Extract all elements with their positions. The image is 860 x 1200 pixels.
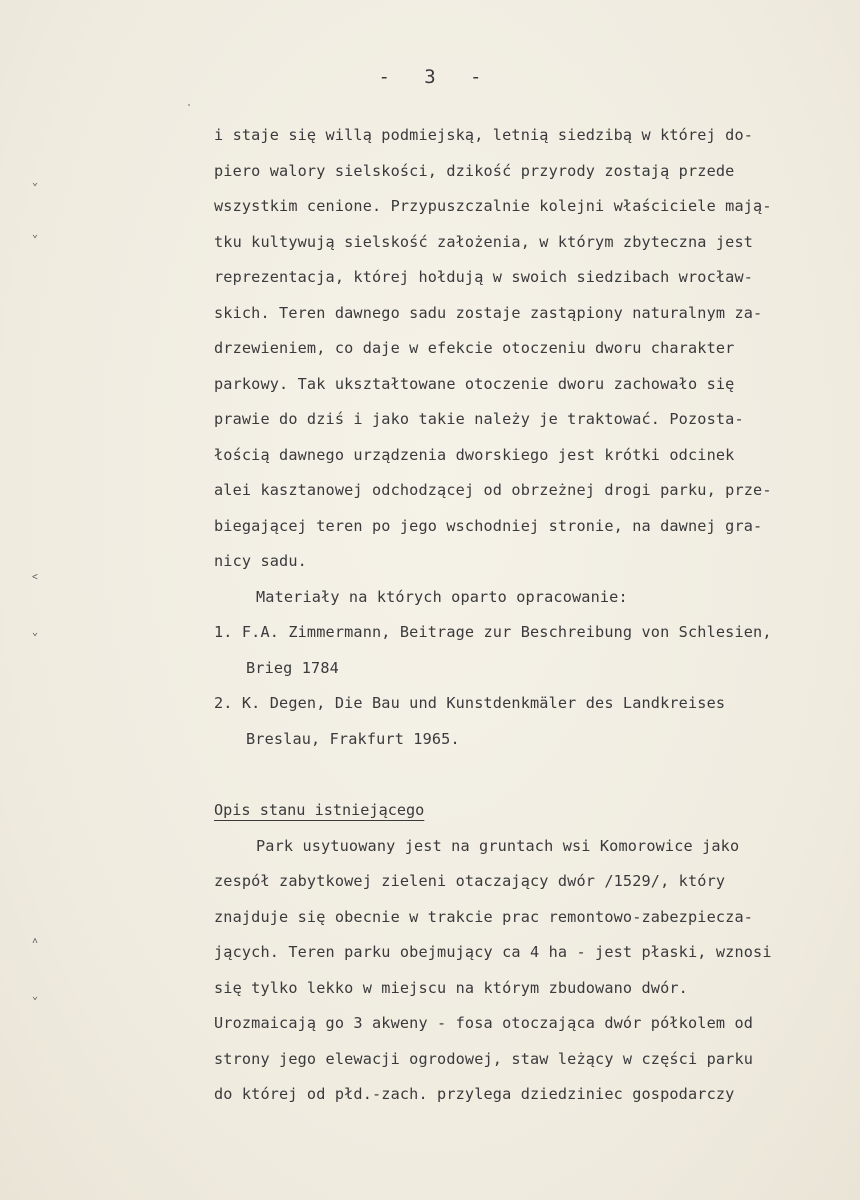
text-line: skich. Teren dawnego sadu zostaje zastąpiony naturalnym za- — [214, 303, 763, 322]
text-line: i staje się willą podmiejską, letnią siedzibą w której do- — [214, 126, 754, 144]
margin-tick-mark: ˂ — [32, 572, 39, 583]
margin-tick-mark: ⌄ — [32, 177, 39, 188]
section-spacer — [214, 757, 854, 793]
source-item-line: 1. F.A. Zimmermann, Beitrage zur Beschreibung von Schlesien, — [214, 623, 772, 641]
paragraph-continuation — [214, 118, 854, 580]
text-line: piero walory sielskości, dzikość przyrody zostają przede — [214, 161, 735, 180]
text-line: strony jego elewacji ogrodowej, staw leżący w części parku — [214, 1049, 754, 1068]
text-line: wszystkim cenione. Przypuszczalnie kolejni właściciele mają- — [214, 197, 772, 215]
typewritten-body — [214, 118, 854, 1113]
margin-tick-mark: ˄ — [32, 936, 39, 947]
text-line: biegającej teren po jego wschodniej stronie, na dawnej gra- — [214, 516, 763, 535]
sources-intro: Materiały na których oparto opracowanie: — [256, 587, 628, 606]
margin-tick-mark: ⌄ — [32, 991, 39, 1002]
section-heading — [214, 793, 854, 829]
margin-tick-mark: ⌄ — [32, 627, 39, 638]
source-item-line: 2. K. Degen, Die Bau und Kunstdenkmäler des Landkreises — [214, 694, 726, 712]
text-line: alei kasztanowej odchodzącej od obrzeżnej drogi parku, prze- — [214, 481, 772, 499]
text-line: parkowy. Tak ukształtowane otoczenie dworu zachowało się — [214, 374, 735, 393]
text-line: łością dawnego urządzenia dworskiego jest krótki odcinek — [214, 445, 735, 464]
text-line: nicy sadu. — [214, 552, 307, 570]
text-line: tku kultywują sielskość założenia, w którym zbyteczna jest — [214, 232, 754, 251]
text-line: jących. Teren parku obejmujący ca 4 ha - jest płaski, wznosi — [214, 943, 772, 961]
source-item-line: Brieg 1784 — [246, 658, 339, 677]
margin-tick-mark: ⌄ — [32, 229, 39, 240]
text-line: drzewieniem, co daje w efekcie otoczeniu dworu charakter — [214, 339, 735, 357]
text-line: się tylko lekko w miejscu na którym zbudowano dwór. — [214, 978, 688, 997]
text-line: Urozmaicają go 3 akweny - fosa otoczająca dwór półkolem od — [214, 1014, 754, 1032]
sources-list — [214, 615, 854, 757]
text-line: Park usytuowany jest na gruntach wsi Komorowice jako — [256, 836, 740, 855]
text-line: zespół zabytkowej zieleni otaczający dwór /1529/, który — [214, 872, 726, 890]
section-heading-text: Opis stanu istniejącego — [214, 801, 425, 819]
source-item-line: Breslau, Frakfurt 1965. — [246, 729, 460, 748]
paragraph-description — [214, 829, 854, 1113]
page-number: - 3 - — [378, 66, 482, 88]
text-line: prawie do dziś i jako takie należy je traktować. Pozosta- — [214, 410, 744, 428]
text-line: do której od płd.-zach. przylega dziedziniec gospodarczy — [214, 1085, 735, 1103]
text-line: reprezentacja, której hołdują w swoich siedzibach wrocław- — [214, 268, 754, 286]
paper-speck — [188, 104, 190, 106]
text-line: znajduje się obecnie w trakcie prac remontowo-zabezpiecza- — [214, 907, 754, 926]
